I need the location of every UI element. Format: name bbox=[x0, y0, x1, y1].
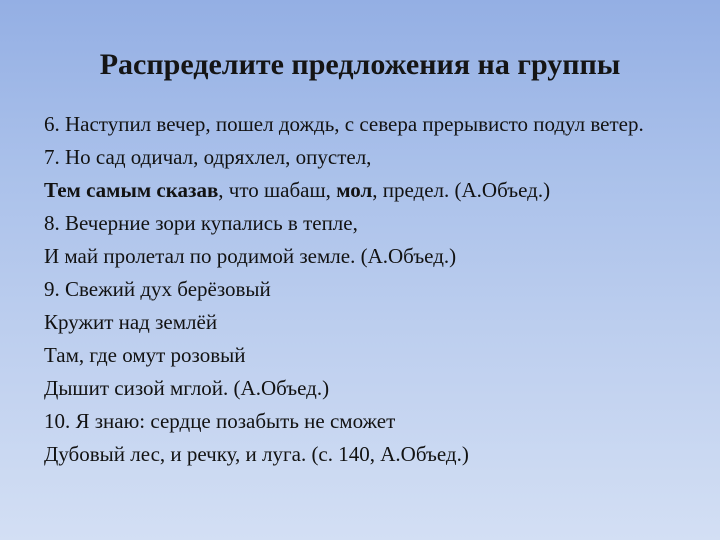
text-fragment: , что шабаш, bbox=[218, 177, 337, 202]
slide-body bbox=[44, 110, 684, 473]
text-line-7-cont bbox=[44, 176, 684, 206]
text-fragment: , предел. (А.Объед.) bbox=[372, 177, 551, 202]
text-line-9-cont-1: Кружит над землёй bbox=[44, 309, 218, 334]
slide-title: Распределите предложения на группы bbox=[99, 48, 621, 81]
text-line-8-cont: И май пролетал по родимой земле. (А.Объед.) bbox=[44, 243, 457, 268]
text-line-9-cont-3: Дышит сизой мглой. (А.Объед.) bbox=[44, 375, 330, 400]
text-line-9-cont-2: Там, где омут розовый bbox=[44, 342, 246, 367]
bold-phrase-tem-samym-skazav: Тем самым сказав bbox=[44, 177, 219, 202]
text-line-6: 6. Наступил вечер, пошел дождь, с севера прерывисто подул ветер. bbox=[44, 112, 644, 136]
text-line-8: 8. Вечерние зори купались в тепле, bbox=[44, 210, 358, 235]
text-line-10-cont: Дубовый лес, и речку, и луга. (с. 140, А.Объед.) bbox=[44, 441, 469, 466]
text-line-9: 9. Свежий дух берёзовый bbox=[44, 276, 271, 301]
bold-word-mol: мол bbox=[336, 177, 373, 202]
text-line-7: 7. Но сад одичал, одряхлел, опустел, bbox=[44, 144, 372, 169]
text-line-10: 10. Я знаю: сердце позабыть не сможет bbox=[44, 408, 396, 433]
